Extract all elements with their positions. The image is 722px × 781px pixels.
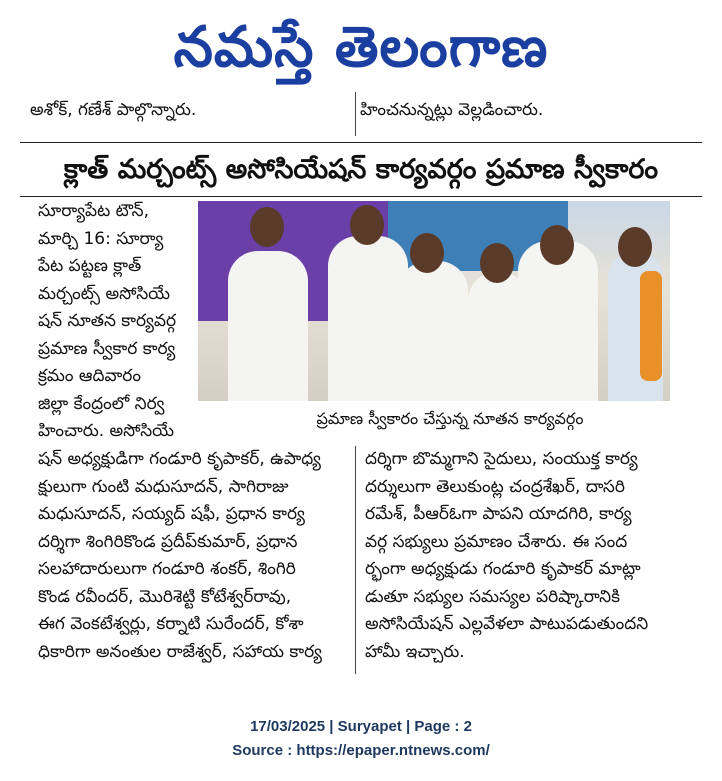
article-line: జిల్లా కేంద్రంలో నిర్వ [38, 393, 165, 414]
article-line: ప్రమాణ స్వీకార కార్య [38, 338, 176, 359]
event-photo [198, 201, 670, 401]
footer-source-link[interactable]: Source : https://epaper.ntnews.com/ [232, 742, 490, 759]
photo-person-head [618, 227, 652, 267]
photo-person-head [480, 243, 514, 283]
photo-person-head [410, 233, 444, 273]
photo-person [518, 241, 598, 401]
previous-article-fragment-left [30, 88, 360, 136]
fragment-line: అశోక్, గణేశ్ పాల్గొన్నారు. [30, 100, 197, 120]
article-line: సూర్యాపేట టౌన్, [38, 201, 150, 221]
article-line: ర్భంగా అధ్యక్షుడు గండూరి కృపాకర్ మాట్లా [365, 559, 641, 579]
photo-person [398, 261, 468, 401]
article-line: మర్చంట్స్ అసోసియే [38, 283, 171, 304]
article-line: వర్గ సభ్యులు ప్రమాణం చేశారు. ఈ సంద [365, 531, 628, 552]
article-line: రమేశ్, పీఆర్‌ఓగా పాపని యాదగిరి, కార్య [365, 504, 632, 524]
masthead-logo: నమస్తే తెలంగాణ [173, 15, 549, 80]
article-line: హించారు. అసోసియే [38, 421, 175, 441]
article-line: మధుసూదన్, సయ్యద్ షఫీ, ప్రధాన కార్య [38, 504, 305, 524]
cut-off-text-line [360, 88, 690, 98]
fragment-line: హించనున్నట్లు వెల్లడించారు. [360, 100, 544, 120]
article-line: దర్శిగా శింగిరికొండ ప్రదీప్‌కుమార్, ప్రధాన [38, 531, 298, 552]
photo-person-head [540, 225, 574, 265]
photo-person-head [350, 205, 384, 245]
photo-person [228, 251, 308, 401]
newspaper-clipping [20, 0, 702, 690]
column-divider [355, 92, 356, 136]
article-line: డుతూ సభ్యుల సమస్యల పరిష్కారానికి [365, 586, 620, 607]
article-line: క్షులుగా గుంటి మధుసూదన్, సాగిరాజు [38, 476, 289, 497]
headline-rule-top [20, 142, 702, 143]
cut-off-text-line [30, 88, 360, 98]
article-line: కొండ రవీందర్, మొరిశెట్టి కోటేశ్వర్‌రావు, [38, 586, 292, 607]
article-line: పేట పట్టణ క్లాత్ [38, 256, 142, 276]
previous-article-fragment-right [360, 88, 690, 136]
article-line: ఈగ వెంకటేశ్వర్లు, కర్నాటి సురేందర్, కోశా [38, 614, 304, 634]
article-line: క్రమం ఆదివారం [38, 366, 141, 386]
article-line: హామీ ఇచ్చారు. [365, 641, 465, 662]
article-column-left [38, 446, 348, 666]
headline-rule-bottom [20, 196, 702, 197]
article-line: అసోసియేషన్ ఎల్లవేళలా పాటుపడుతుందని [365, 614, 649, 634]
flower-garland [640, 271, 662, 381]
article-line: ధికారిగా అనంతుల రాజేశ్వర్, సహాయ కార్య [38, 641, 322, 662]
article-line: షన్ అధ్యక్షుడిగా గండూరి కృపాకర్, ఉపాధ్య [38, 449, 321, 469]
article-line: సలహాదారులుగా గండూరి శంకర్, శింగిరి [38, 559, 296, 579]
article-column-intro [38, 198, 192, 446]
article-line: షన్ నూతన కార్యవర్గ [38, 311, 177, 331]
article-line: దర్శులుగా తెలుకుంట్ల చంద్రశేఖర్, దాసరి [365, 476, 625, 497]
photo-person-head [250, 207, 284, 247]
photo-caption: ప్రమాణ స్వీకారం చేస్తున్న నూతన కార్యవర్గం [316, 409, 584, 428]
footer-date-edition: 17/03/2025 | Suryapet | Page : 2 [250, 718, 472, 735]
article-headline: క్లాత్ మర్చంట్స్ అసోసియేషన్ కార్యవర్గం ప్రమాణ స్వీకారం [63, 154, 659, 185]
column-divider [355, 446, 356, 674]
article-line: దర్శిగా బొమ్మగాని సైదులు, సంయుక్త కార్య [365, 449, 638, 469]
article-line: మార్చి 16: సూర్యా [38, 228, 164, 249]
article-column-right [365, 446, 695, 666]
photo-person [328, 236, 408, 401]
